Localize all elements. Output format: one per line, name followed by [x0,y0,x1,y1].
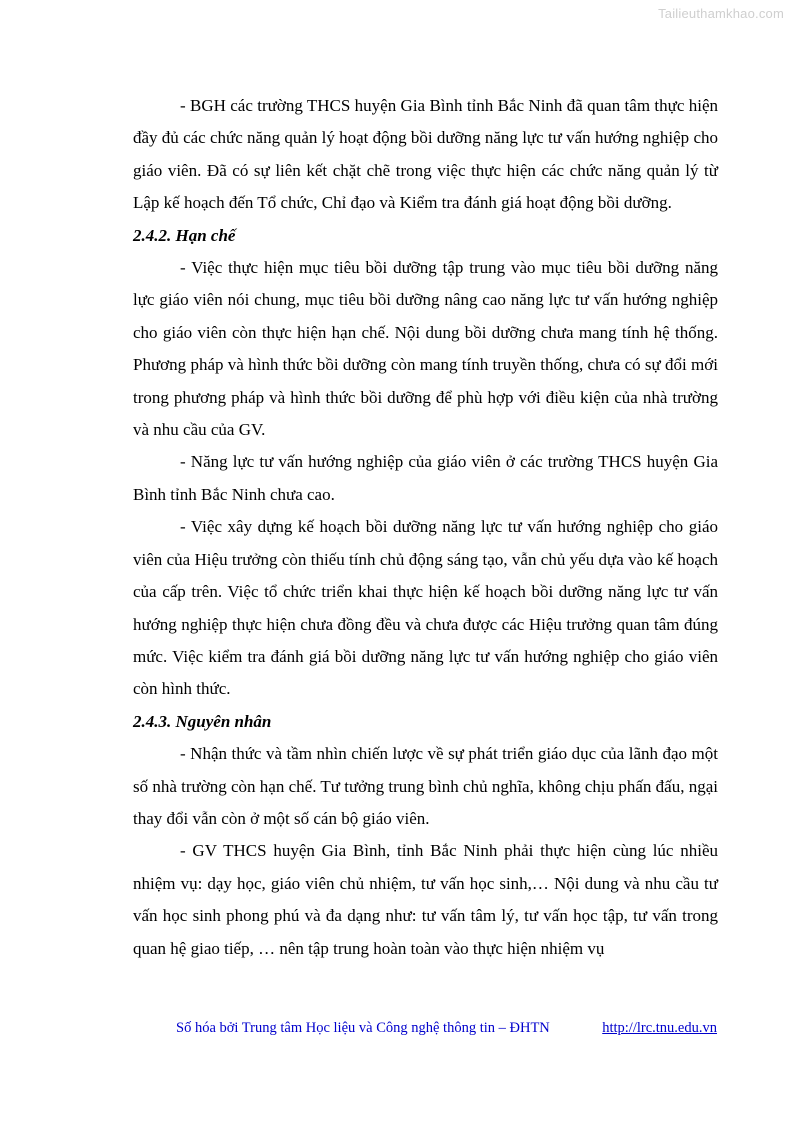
paragraph-limitation-planning: - Việc xây dựng kế hoạch bồi dưỡng năng lực tư vấn hướng nghiệp cho giáo viên của Hiệu trưởng còn thiếu tính chủ động sáng tạo, vẫn chủ yếu dựa vào kế hoạch của cấp trên. Việc tổ chức triển khai thực hiện kế hoạch bồi dưỡng năng lực tư vấn hướng nghiệp thực hiện chưa đồng đều và chưa được các Hiệu trưởng quan tâm đúng mức. Việc kiểm tra đánh giá bồi dưỡng năng lực tư vấn hướng nghiệp cho giáo viên còn hình thức. [133,517,718,699]
footer-credit: Số hóa bởi Trung tâm Học liệu và Công nghệ thông tin – ĐHTN [176,1020,550,1036]
paragraph-limitation-goals: - Việc thực hiện mục tiêu bồi dưỡng tập trung vào mục tiêu bồi dưỡng năng lực giáo viên nói chung, mục tiêu bồi dưỡng nâng cao năng lực tư vấn hướng nghiệp cho giáo viên còn thực hiện hạn chế. Nội dung bồi dưỡng chưa mang tính hệ thống. Phương pháp và hình thức bồi dưỡng còn mang tính truyền thống, chưa có sự đổi mới trong phương pháp và hình thức bồi dưỡng để phù hợp với điều kiện của nhà trường và nhu cầu của GV. [133,258,718,440]
section-heading-limitations: 2.4.2. Hạn chế [133,225,236,245]
watermark-text: Tailieuthamkhao.com [658,6,784,21]
paragraph-strengths: - BGH các trường THCS huyện Gia Bình tỉnh Bắc Ninh đã quan tâm thực hiện đầy đủ các chức năng quản lý hoạt động bồi dưỡng năng lực tư vấn hướng nghiệp cho giáo viên. Đã có sự liên kết chặt chẽ trong việc thực hiện các chức năng quản lý từ Lập kế hoạch đến Tổ chức, Chỉ đạo và Kiểm tra đánh giá hoạt động bồi dưỡng. [133,96,718,213]
paragraph-cause-awareness: - Nhận thức và tầm nhìn chiến lược về sự phát triển giáo dục của lãnh đạo một số nhà trường còn hạn chế. Tư tưởng trung bình chủ nghĩa, không chịu phấn đấu, ngại thay đổi vẫn còn ở một số cán bộ giáo viên. [133,744,718,828]
footer-link[interactable]: http://lrc.tnu.edu.vn [602,1020,717,1036]
document-body [133,90,718,965]
paragraph-cause-workload: - GV THCS huyện Gia Bình, tỉnh Bắc Ninh phải thực hiện cùng lúc nhiều nhiệm vụ: dạy học, giáo viên chủ nhiệm, tư vấn học sinh,… Nội dung và nhu cầu tư vấn học sinh phong phú và đa dạng như: tư vấn tâm lý, tư vấn học tập, tư vấn trong quan hệ giao tiếp, … nên tập trung hoàn toàn vào thực hiện nhiệm vụ [133,841,718,958]
paragraph-limitation-capacity: - Năng lực tư vấn hướng nghiệp của giáo viên ở các trường THCS huyện Gia Bình tỉnh Bắc Ninh chưa cao. [133,452,718,504]
section-heading-causes: 2.4.3. Nguyên nhân [133,711,272,731]
